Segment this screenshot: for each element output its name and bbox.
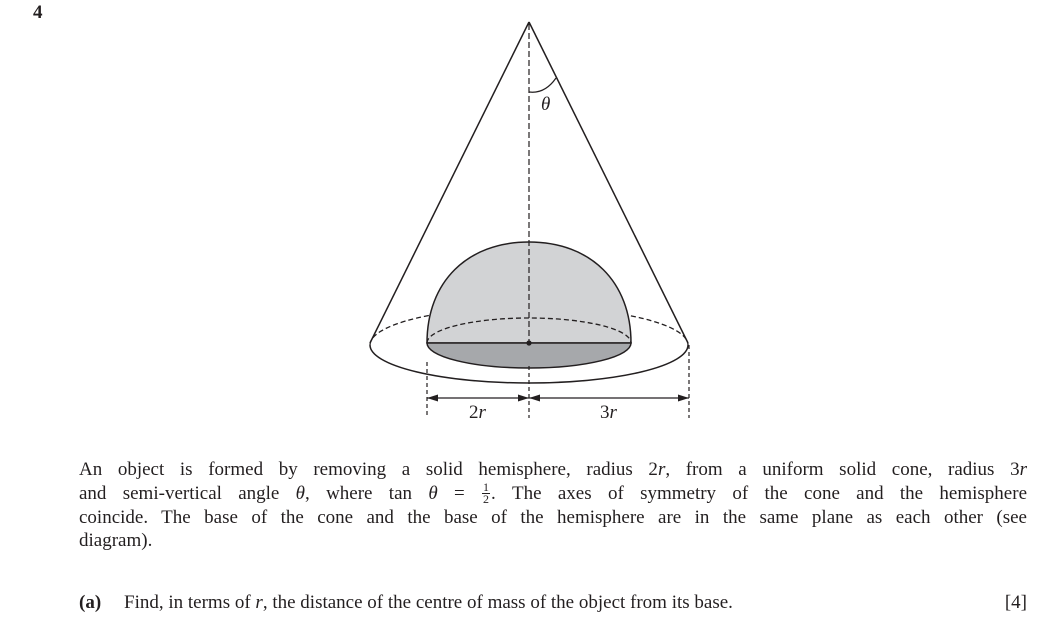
question-number: 4	[33, 2, 43, 23]
arrowhead-2r-left	[427, 395, 438, 402]
part-a-marks: [4]	[1004, 592, 1027, 613]
angle-label: θ	[541, 94, 551, 115]
question-text	[79, 458, 1027, 553]
text-line-4: diagram).	[79, 530, 153, 552]
part-a-label: (a)	[79, 592, 102, 613]
arrowhead-3r-left	[529, 395, 540, 402]
part-a	[79, 592, 1027, 614]
text-line-1: An object is formed by removing a solid hemisphere, radius 2r, from a uniform solid cone, radius 3r	[79, 459, 1027, 480]
part-a-text: Find, in terms of r, the distance of the centre of mass of the object from its base.	[124, 592, 733, 613]
angle-arc	[529, 78, 556, 92]
label-3r: 3r	[600, 402, 617, 423]
hemisphere-dome	[427, 242, 631, 343]
centre-point	[526, 340, 531, 345]
text-line-3: coincide. The base of the cone and the base of the hemisphere are in the same plane as each other (see	[79, 506, 1027, 528]
fraction-half: $\frac{1}{2}$	[482, 479, 489, 506]
label-2r: 2r	[469, 402, 486, 423]
text-line-2: and semi-vertical angle θ, where tan θ = $\frac{1}{2}$ . The axes of symmetry of the cone and the hemisphere	[79, 479, 1028, 506]
arrowhead-2r-right	[518, 395, 529, 402]
hemisphere-base-front	[427, 343, 631, 368]
arrowhead-3r-right	[678, 395, 689, 402]
